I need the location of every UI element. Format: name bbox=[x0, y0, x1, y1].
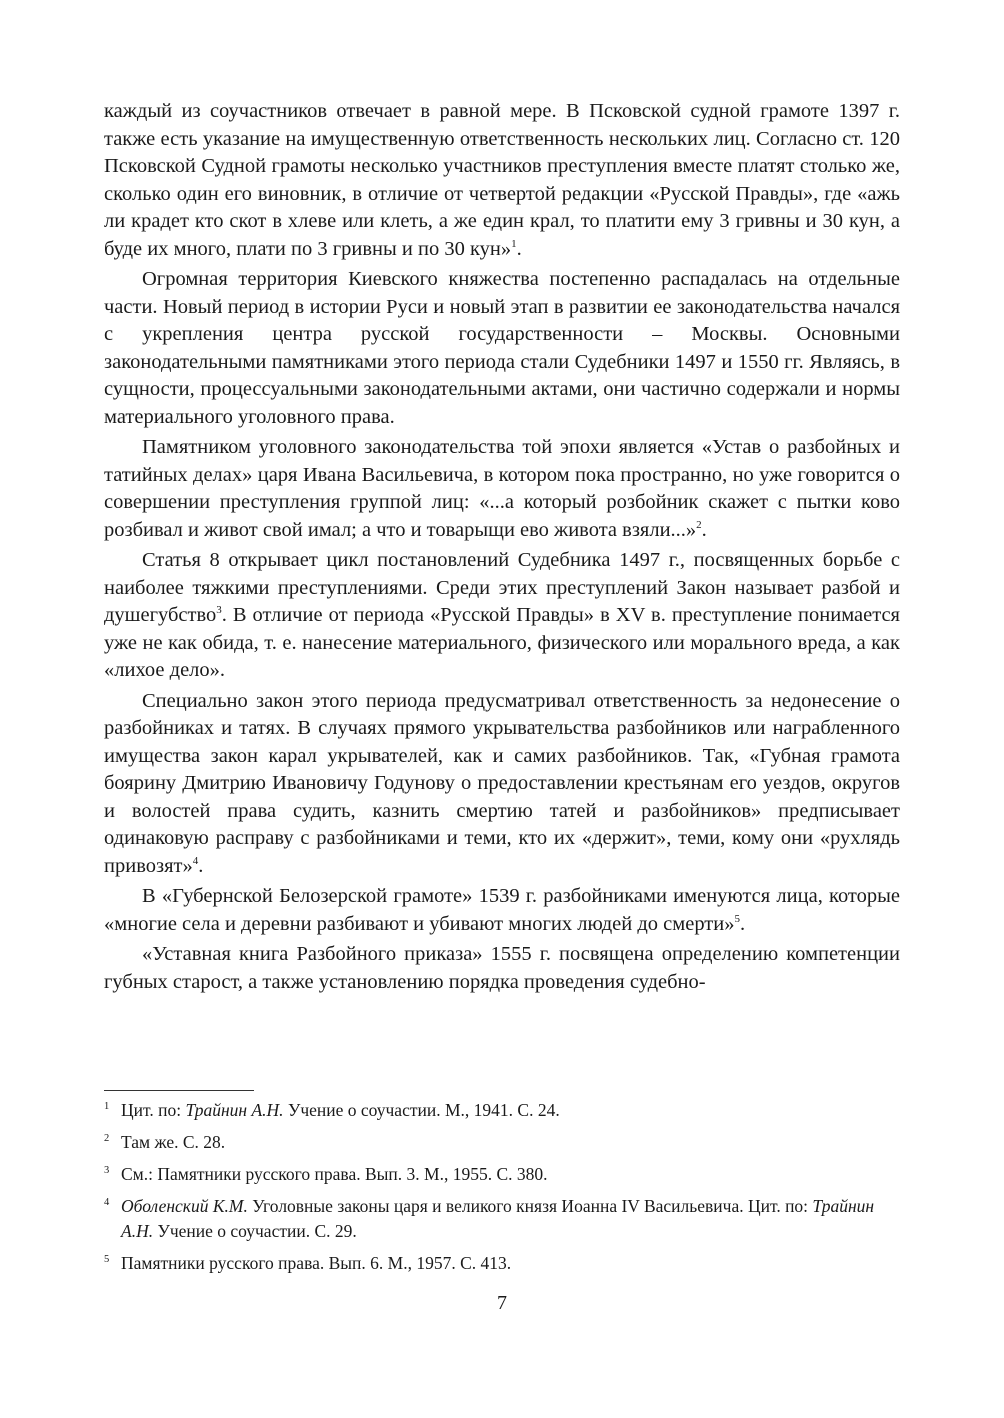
paragraph-4-text-b: . В отличие от периода «Русской Правды» в XV в. преступление понимается уже не как обида, т. е. нанесение материального, физического или морального вреда, а как «лихое дело». bbox=[104, 604, 900, 681]
paragraph-2 bbox=[104, 266, 900, 431]
paragraph-7-text: «Уставная книга Разбойного приказа» 1555 г. посвящена определению компетенции губных старост, а также установлению порядка проведения судебно- bbox=[104, 943, 900, 993]
paragraph-5-tail: . bbox=[198, 854, 204, 877]
paragraph-1-tail: . bbox=[516, 237, 522, 260]
footnote-author: Трайнин А.Н. bbox=[185, 1100, 284, 1120]
paragraph-3 bbox=[104, 434, 900, 544]
paragraph-6-tail: . bbox=[739, 912, 746, 935]
footnote-text-part: Учение о соучастии. М., 1941. С. 24. bbox=[283, 1100, 560, 1120]
footnote-author: Трайнин А.Н. bbox=[121, 1196, 875, 1241]
page-number: 7 bbox=[497, 1292, 507, 1314]
paragraph-3-text: Памятником уголовного законодательства той эпохи является «Устав о разбойных и татийных делах» царя Ивана Васильевича, в котором пока пространно, но уже говорится о совершении преступления группой лиц: «...а который розбойник скажет с пытки ково розбивал и живот свой имал; а что и товарыщи ево живота взяли...» bbox=[104, 436, 900, 541]
footnote-ref-5[interactable]: 5 bbox=[734, 912, 740, 925]
footnote-text bbox=[121, 1100, 560, 1120]
footnote-text-part: Учение о соучастии. С. 29. bbox=[153, 1221, 357, 1241]
footnote-number: 5 bbox=[104, 1254, 110, 1265]
paragraph-4-text-a: Статья 8 открывает цикл постановлений Судебника 1497 г., посвященных борьбе с наиболее тяжкими преступлениями. Среди этих преступлений Закон называет разбой и душегубство bbox=[104, 549, 900, 626]
footnote-text: См.: Памятники русского права. Вып. 3. М., 1955. С. 380. bbox=[121, 1164, 548, 1184]
footnote-ref-1[interactable]: 1 bbox=[511, 237, 517, 250]
paragraph-7 bbox=[104, 941, 900, 996]
footnote-ref-3[interactable]: 3 bbox=[216, 604, 222, 617]
footnote-number: 4 bbox=[104, 1197, 110, 1208]
paragraph-2-text: Огромная территория Киевского княжества постепенно распадалась на отдельные части. Новый период в истории Руси и новый этап в развитии ее законодательства начался с укрепления центра русской государственности – Москвы. Основными законодательными памятниками этого периода стали Судебники 1497 и 1550 гг. Являясь, в сущности, процессуальными законодательными актами, они частично содержали и нормы материального уголовного права. bbox=[104, 268, 900, 428]
footnote-2 bbox=[104, 1130, 900, 1155]
footnote-number: 3 bbox=[104, 1165, 110, 1176]
footnote-divider bbox=[104, 1090, 254, 1091]
footnote-author: Оболенский К.М. bbox=[121, 1196, 248, 1216]
footnote-text-part: Уголовные законы царя и великого князя Иоанна IV Васильевича. Цит. по: bbox=[247, 1196, 813, 1216]
footnote-text: Там же. С. 28. bbox=[121, 1132, 226, 1152]
paragraph-6 bbox=[104, 883, 900, 938]
footnote-4 bbox=[104, 1194, 900, 1244]
footnote-1 bbox=[104, 1098, 900, 1123]
footnote-3 bbox=[104, 1162, 900, 1187]
paragraph-6-text: В «Губернской Белозерской грамоте» 1539 г. разбойниками именуются лица, которые «многие села и деревни разбивают и убивают многих людей до смерти» bbox=[104, 885, 900, 935]
main-text bbox=[104, 98, 900, 999]
footnote-text-part: Цит. по: bbox=[121, 1100, 186, 1120]
paragraph-1 bbox=[104, 98, 900, 263]
footnote-5 bbox=[104, 1251, 900, 1276]
footnote-ref-2[interactable]: 2 bbox=[696, 518, 702, 531]
paragraph-1-text: каждый из соучастников отвечает в равной мере. В Псковской судной грамоте 1397 г. также есть указание на имущественную ответственность нескольких лиц. Согласно ст. 120 Псковской Судной грамоты несколько участников преступления вместе платят столько же, сколько один его виновник, в отличие от четвертой редакции «Русской Правды», где «ажь ли крадет кто скот в хлеве или клеть, а же един крал, то платити ему 3 гривны и 30 кун, а буде их много, плати по 3 гривны и по 30 кун» bbox=[104, 100, 900, 260]
paragraph-4 bbox=[104, 547, 900, 685]
paragraph-5 bbox=[104, 688, 900, 881]
footnote-number: 2 bbox=[104, 1133, 110, 1144]
footnotes bbox=[104, 1098, 900, 1283]
footnote-number: 1 bbox=[104, 1101, 110, 1112]
paragraph-3-tail: . bbox=[701, 518, 707, 541]
footnote-text bbox=[121, 1196, 874, 1241]
footnote-ref-4[interactable]: 4 bbox=[192, 854, 199, 867]
paragraph-5-text: Специально закон этого периода предусматривал ответственность за недонесение о разбойниках и татях. В случаях прямого укрывательства разбойников или награбленного имущества закон карал укрывателей, как и самих разбойников. Так, «Губная грамота боярину Дмитрию Ивановичу Годунову о предоставлении крестьянам его уездов, округов и волостей права судить, казнить смертию татей и разбойников» предписывает одинаковую расправу с разбойниками и теми, кто их «держит», теми, кому они «рухлядь привозят» bbox=[104, 689, 900, 877]
footnote-text: Памятники русского права. Вып. 6. М., 1957. С. 413. bbox=[121, 1253, 512, 1273]
